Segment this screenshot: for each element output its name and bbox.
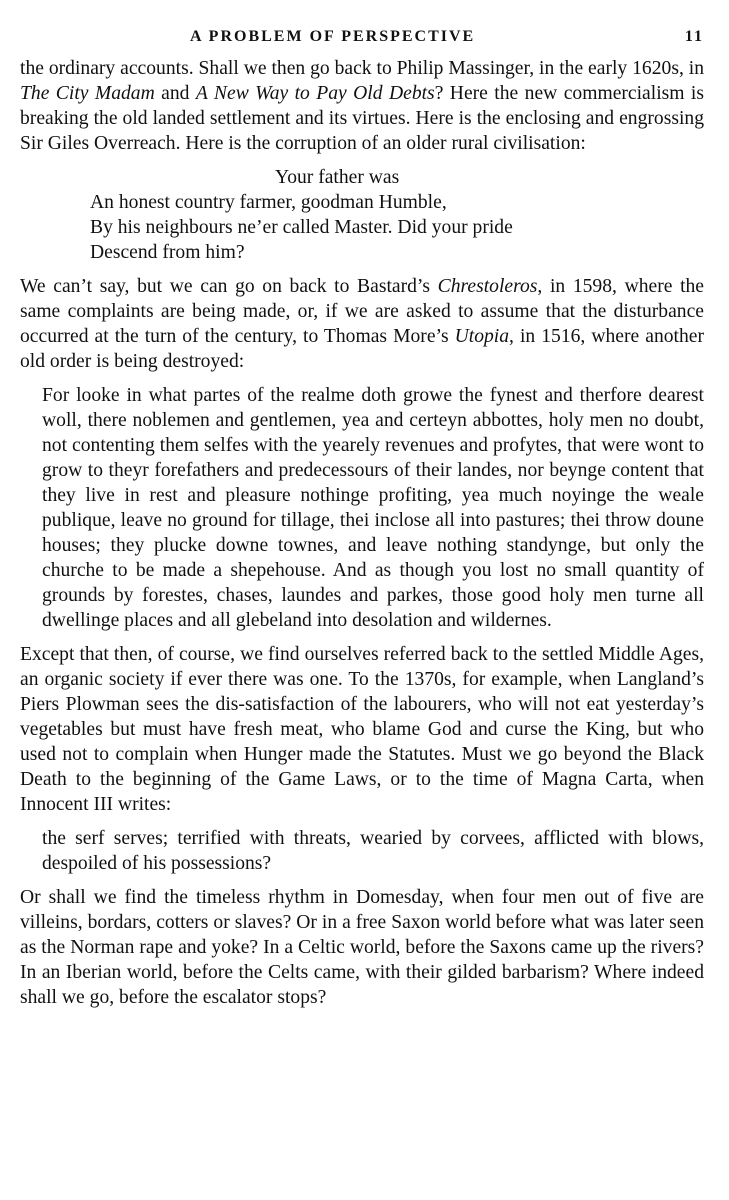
paragraph-1-text-a: the ordinary accounts. Shall we then go back to Philip Massinger, in the early 1620s, in [20, 58, 704, 79]
running-head [20, 28, 704, 52]
paragraph-4: Or shall we find the timeless rhythm in Domesday, when four men out of five are villeins, bordars, cotters or slaves? Or in a free Saxon world before what was later seen as the Norman rape and yoke? In a Celtic world, before the Saxons came up the rivers? In an Iberian world, before the Celts came, with their gilded barbarism? Where indeed shall we go, before the escalator stops? [20, 887, 704, 1008]
paragraph-1-text-c: ? Here the new commercialism is breaking the old landed settlement and its virtues. Here is the enclosing and engrossing Sir Giles Overreach. Here is the corruption of an older rural civilisation: [20, 83, 704, 154]
title-city-madam: The City Madam [20, 83, 155, 104]
title-utopia: Utopia [454, 326, 510, 347]
title-new-way: A New Way to Pay Old Debts [195, 83, 435, 104]
page-body [20, 56, 704, 1010]
paragraph-1 [20, 56, 704, 156]
running-head-title: A PROBLEM OF PERSPECTIVE [190, 28, 476, 45]
paragraph-1-text-b: and [154, 83, 196, 104]
paragraph-2-text-a: We can’t say, but we can go on back to Bastard’s [20, 276, 438, 297]
block-quote-innocent: the serf serves; terrified with threats, wearied by corvees, afflicted with blows, despoiled of his possessions? [42, 828, 704, 874]
verse-line: Descend from him? [90, 242, 245, 263]
paragraph-3: Except that then, of course, we find ourselves referred back to the settled Middle Ages, an organic society if ever there was one. To the 1370s, for example, when Langland’s Piers Plowman sees the dis-satisfaction of the labourers, who will not eat yesterday’s vegetables but must have fresh meat, who blame God and curse the King, but who used not to complain when Hunger made the Statutes. Must we go beyond the Black Death to the beginning of the Game Laws, or to the time of Magna Carta, when Innocent III writes: [20, 644, 704, 815]
verse-line: By his neighbours ne’er called Master. Did your pride [90, 217, 513, 238]
paragraph-2 [20, 274, 704, 374]
page-number: 11 [684, 28, 704, 45]
verse-line: An honest country farmer, goodman Humble, [90, 192, 447, 213]
verse-quotation [20, 165, 704, 265]
verse-line: Your father was [275, 167, 400, 188]
block-quote-more: For looke in what partes of the realme doth growe the fynest and therfore dearest woll, there noblemen and gentlemen, yea and certeyn abbottes, holy men no doubt, not contenting them selfes with the yearely revenues and profytes, that were wont to grow to theyr forefathers and predecessours of their landes, nor beynge content that they live in rest and pleasure nothinge profiting, yea much noyinge the weale publique, leave no ground for tillage, thei inclose all into pastures; thei throw doune houses; they plucke downe townes, and leave nothing standynge, but only the churche to be made a shepehouse. And as though you lost no small quantity of grounds by forestes, chases, laundes and parkes, those good holy men turne all dwellinge places and all glebeland into desolation and wildernes. [42, 385, 704, 631]
title-chrestoleros: Chrestoleros [437, 276, 538, 297]
paragraph-2-text-b: , in 1598, where the same complaints are being made, or, if we are asked to assume that the disturbance occurred at the turn of the century, to Thomas More’s [20, 276, 705, 347]
paragraph-2-text-c: , in 1516, where another old order is being destroyed: [20, 326, 705, 372]
